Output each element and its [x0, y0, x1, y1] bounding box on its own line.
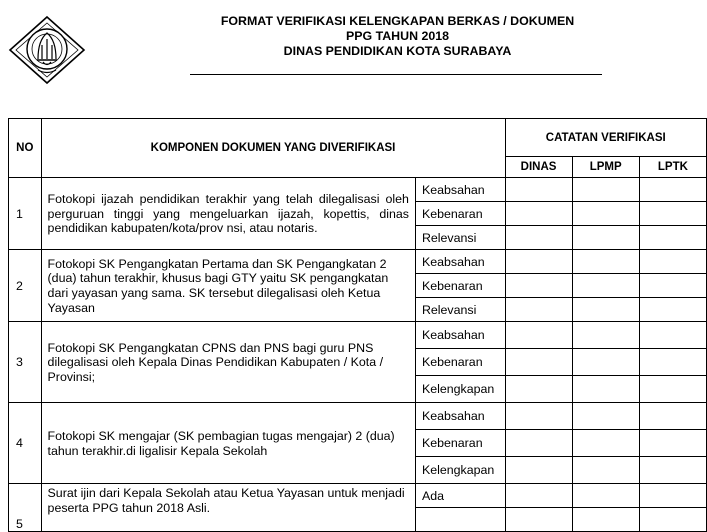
table-row — [9, 484, 707, 508]
verification-cell-lpmp[interactable] — [572, 322, 639, 349]
verification-cell-lpmp[interactable] — [572, 250, 639, 274]
verification-cell-dinas[interactable] — [505, 403, 572, 430]
verification-cell-lptk[interactable] — [639, 298, 706, 322]
verification-cell-lpmp[interactable] — [572, 484, 639, 508]
header-subtitle: PPG TAHUN 2018 — [345, 29, 450, 43]
verification-cell-dinas[interactable] — [505, 202, 572, 226]
criteria-label: Kelengkapan — [415, 376, 505, 403]
criteria-label: Kebenaran — [415, 430, 505, 457]
verification-cell-lpmp[interactable] — [572, 202, 639, 226]
verification-cell-dinas[interactable] — [505, 349, 572, 376]
verification-cell-lptk[interactable] — [639, 226, 706, 250]
document-header — [190, 14, 605, 59]
verification-cell-lpmp[interactable] — [572, 349, 639, 376]
verification-cell-lpmp[interactable] — [572, 178, 639, 202]
criteria-label: Kebenaran — [415, 274, 505, 298]
verification-cell-lptk[interactable] — [639, 403, 706, 430]
verification-cell-lpmp[interactable] — [572, 274, 639, 298]
criteria-label: Keabsahan — [415, 250, 505, 274]
header-verification-notes: CATATAN VERIFIKASI — [505, 119, 707, 157]
criteria-label: Relevansi — [415, 298, 505, 322]
verification-cell-lpmp[interactable] — [572, 508, 639, 532]
verification-cell-lptk[interactable] — [639, 202, 706, 226]
header-lpmp: LPMP — [572, 157, 639, 178]
row-description: Fotokopi SK Pengangkatan Pertama dan SK Pengangkatan 2 (dua) tahun terakhir, khusus bagi GTY yaitu SK pengangkatan dari yayasan yang sama. SK tersebut dilegalisasi oleh Ketua Yayasan — [41, 250, 415, 322]
row-description: Fotokopi SK mengajar (SK pembagian tugas mengajar) 2 (dua) tahun terakhir.di ligalisir Kepala Sekolah — [41, 403, 415, 484]
header-title: FORMAT VERIFIKASI KELENGKAPAN BERKAS / DOKUMEN — [220, 14, 575, 28]
verification-cell-lpmp[interactable] — [572, 298, 639, 322]
verification-cell-lptk[interactable] — [639, 250, 706, 274]
verification-cell-dinas[interactable] — [505, 178, 572, 202]
row-number: 3 — [9, 322, 42, 403]
header-dinas: DINAS — [505, 157, 572, 178]
table-row — [9, 403, 707, 430]
criteria-label: Kelengkapan — [415, 457, 505, 484]
criteria-label: Kebenaran — [415, 202, 505, 226]
verification-cell-dinas[interactable] — [505, 430, 572, 457]
row-number: 5 — [9, 484, 42, 532]
verification-cell-lpmp[interactable] — [572, 430, 639, 457]
header-institution: DINAS PENDIDIKAN KOTA SURABAYA — [283, 44, 512, 58]
verification-cell-dinas[interactable] — [505, 508, 572, 532]
row-description: Fotokopi ijazah pendidikan terakhir yang telah dilegalisasi oleh perguruan tinggi yang mengeluarkan ijazah, kopettis, dinas pendidikan kabupaten/kota/prov nsi, atau notaris. — [41, 178, 415, 250]
verification-cell-dinas[interactable] — [505, 250, 572, 274]
table-row — [9, 250, 707, 274]
verification-table — [8, 118, 707, 532]
verification-cell-dinas[interactable] — [505, 298, 572, 322]
verification-cell-lpmp[interactable] — [572, 376, 639, 403]
header-underline — [190, 74, 602, 75]
verification-cell-lptk[interactable] — [639, 457, 706, 484]
criteria-label: Keabsahan — [415, 403, 505, 430]
verification-cell-lpmp[interactable] — [572, 457, 639, 484]
verification-cell-dinas[interactable] — [505, 376, 572, 403]
criteria-label: Keabsahan — [415, 178, 505, 202]
verification-cell-lpmp[interactable] — [572, 226, 639, 250]
criteria-label: Kebenaran — [415, 349, 505, 376]
criteria-label — [415, 508, 505, 532]
row-description: Fotokopi SK Pengangkatan CPNS dan PNS bagi guru PNS dilegalisasi oleh Kepala Dinas Pendidikan Kabupaten / Kota / Provinsi; — [41, 322, 415, 403]
header-component: KOMPONEN DOKUMEN YANG DIVERIFIKASI — [41, 119, 505, 178]
verification-cell-lptk[interactable] — [639, 322, 706, 349]
verification-cell-lptk[interactable] — [639, 376, 706, 403]
row-number: 2 — [9, 250, 42, 322]
table-row — [9, 322, 707, 349]
criteria-label: Keabsahan — [415, 322, 505, 349]
table-row — [9, 178, 707, 202]
verification-cell-lptk[interactable] — [639, 178, 706, 202]
verification-cell-dinas[interactable] — [505, 457, 572, 484]
verification-cell-lpmp[interactable] — [572, 403, 639, 430]
verification-cell-lptk[interactable] — [639, 508, 706, 532]
verification-cell-lptk[interactable] — [639, 349, 706, 376]
verification-cell-dinas[interactable] — [505, 322, 572, 349]
verification-cell-dinas[interactable] — [505, 274, 572, 298]
header-lptk: LPTK — [639, 157, 706, 178]
verification-cell-lptk[interactable] — [639, 484, 706, 508]
tut-wuri-handayani-logo — [8, 15, 86, 85]
header-no: NO — [9, 119, 42, 178]
row-description: Surat ijin dari Kepala Sekolah atau Ketua Yayasan untuk menjadi peserta PPG tahun 2018 Asli. — [41, 484, 415, 532]
criteria-label: Relevansi — [415, 226, 505, 250]
criteria-label: Ada — [415, 484, 505, 508]
verification-cell-lptk[interactable] — [639, 430, 706, 457]
verification-cell-dinas[interactable] — [505, 226, 572, 250]
verification-cell-dinas[interactable] — [505, 484, 572, 508]
row-number: 4 — [9, 403, 42, 484]
verification-cell-lptk[interactable] — [639, 274, 706, 298]
row-number: 1 — [9, 178, 42, 250]
